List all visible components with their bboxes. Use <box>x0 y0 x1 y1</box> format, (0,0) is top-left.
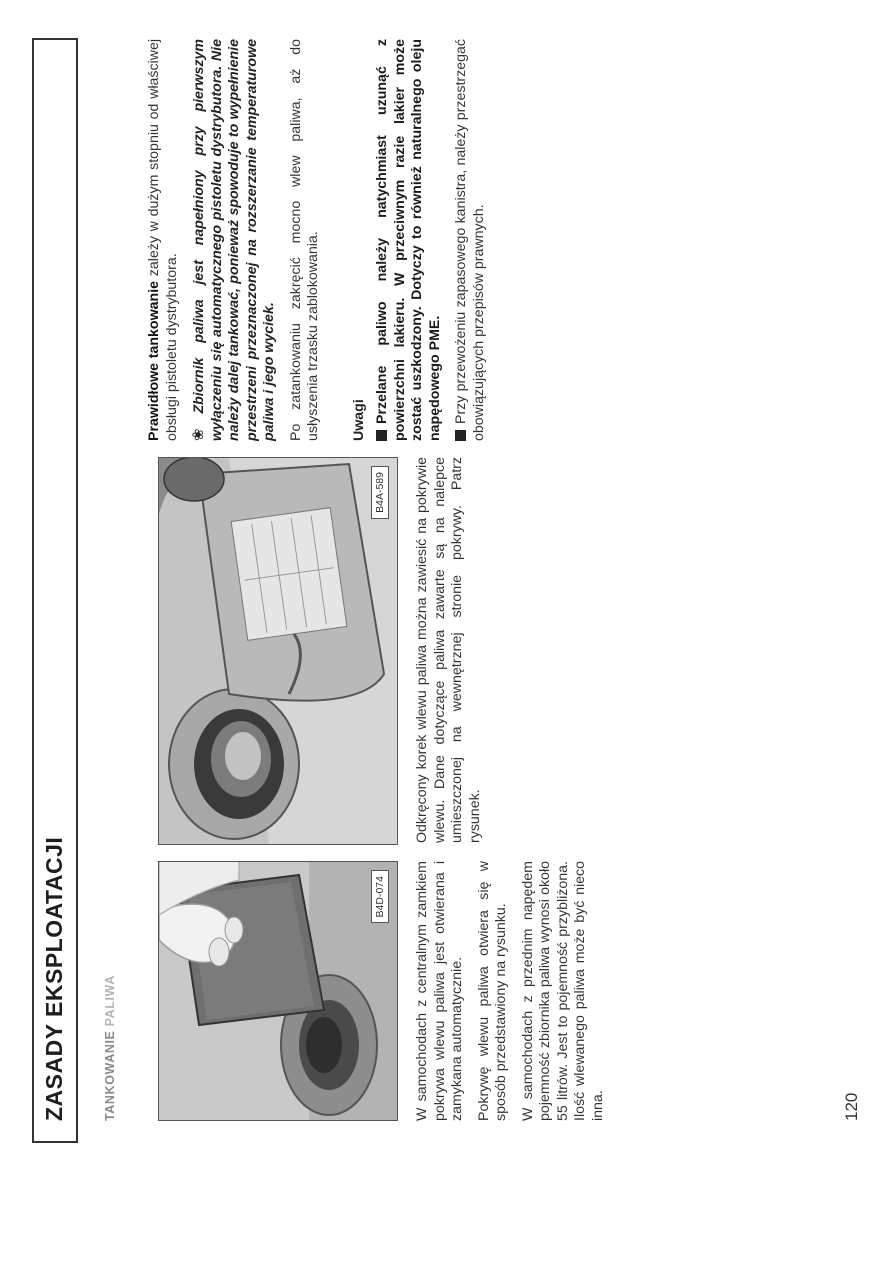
note-item <box>453 39 488 441</box>
section-heading-part2: PALIWA <box>103 975 117 1027</box>
figure-fuel-flap-opening <box>158 861 398 1121</box>
paragraph-text: zależy w dużym stopniu od właściwej obsługi pistoletu dystrybutora. <box>146 39 180 441</box>
paragraph: Odkręcony korek wlewu paliwa można zawiesić na pokrywie wlewu. Dane dotyczące paliwa zawarte są na nalepce umieszczonej na wewnętrznej stronie pokrywy. Patrz rysunek. <box>414 457 483 843</box>
paragraph: W samochodach z przednim napędem pojemność zbiornika paliwa wynosi około 55 litrów. Jest to pojemność przybliżona. Ilość wlewanego paliwa może być nieco inna. <box>519 861 606 1121</box>
section-heading-part1: TANKOWANIE <box>103 1030 117 1121</box>
page-title: ZASADY EKSPLOATACJI <box>41 836 67 1121</box>
warning-text: Zbiornik paliwa jest napełniony przy pierwszym wyłączeniu się automatycznego pistoletu dystrybutora. Nie należy dalej tankować, ponieważ spowoduje to wypełnienie przestrzeni przeznaczonej na rozszerzanie temperaturowe paliwa i jego wyciek. <box>191 39 277 441</box>
emphasis: Prawidłowe tankowanie <box>146 280 162 441</box>
fuel-filler-illustration <box>159 457 398 844</box>
text-column-2 <box>414 457 493 843</box>
figure-2-label: B4A-589 <box>371 466 389 519</box>
warning-paragraph <box>190 39 279 441</box>
figure-1-label: B4D-074 <box>371 870 389 923</box>
paragraph: Pokrywę wlewu paliwa otwiera się w sposób przedstawiony na rysunku. <box>475 861 509 1121</box>
note-text: Przy przewożeniu zapasowego kanistra, należy przestrzegać obowiązujących przepisów prawnych. <box>453 39 487 441</box>
bullet-square-icon <box>376 430 387 441</box>
note-item <box>374 39 444 441</box>
text-column-1 <box>414 861 616 1121</box>
warning-icon: ❀ <box>190 417 207 441</box>
notes-heading: Uwagi <box>350 399 367 441</box>
figure-fuel-cap-hanging <box>158 457 398 845</box>
page-number: 120 <box>842 1092 861 1121</box>
paragraph <box>146 39 181 441</box>
fuel-flap-illustration <box>159 861 398 1120</box>
paragraph: W samochodach z centralnym zamkiem pokrywa wlewu paliwa jest otwierana i zamykana automatycznie. <box>414 861 465 1121</box>
section-heading <box>103 975 117 1121</box>
paragraph: Po zatankowaniu zakręcić mocno wlew paliwa, aż do usłyszenia trzasku zablokowania. <box>287 39 321 441</box>
bullet-square-icon <box>455 430 466 441</box>
note-text: Przelane paliwo należy natychmiast uzunąć z powierzchni lakieru. W przeciwnym razie lakier może zostać uszkodzony. Dotyczy to również naturalnego oleju napędowego PME. <box>374 39 443 441</box>
text-column-3 <box>146 39 497 441</box>
